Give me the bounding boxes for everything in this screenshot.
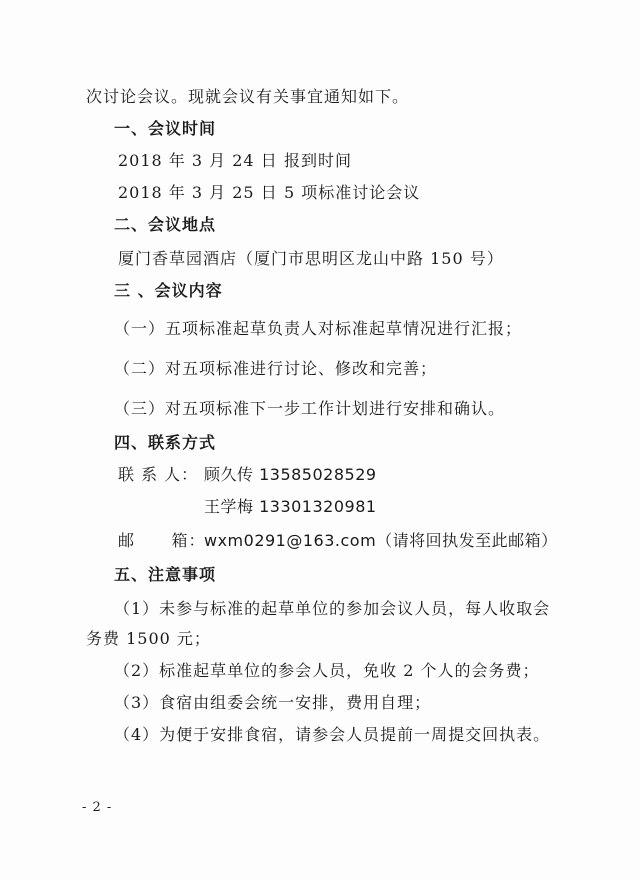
content-item: （三）对五项标准下一步工作计划进行安排和确认。: [114, 399, 506, 418]
page-number: - 2 -: [82, 800, 113, 815]
notes-item: （3）食宿由组委会统一安排，费用自理；: [114, 693, 432, 712]
place-text: 厦门香草园酒店（厦门市思明区龙山中路 150 号）: [118, 249, 504, 268]
contact-person-1: 顾久传 13585028529: [204, 465, 377, 484]
notes-item: （4）为便于安排食宿，请参会人员提前一周提交回执表。: [114, 725, 551, 744]
contact-person-label: 联 系 人：: [118, 465, 199, 484]
intro-line: 次讨论会议。现就会议有关事宜通知如下。: [86, 87, 410, 106]
contact-person-2: 王学梅 13301320981: [204, 497, 377, 516]
time-row-date: 2018 年 3 月 25 日: [118, 183, 278, 202]
time-row-desc: 报到时间: [284, 151, 353, 170]
time-row-date: 2018 年 3 月 24 日: [118, 151, 278, 170]
contact-email: wxm0291@163.com（请将回执发至此邮箱）: [204, 531, 558, 550]
section-heading-contact: 四、联系方式: [114, 433, 217, 452]
section-heading-notes: 五、注意事项: [114, 565, 217, 584]
section-heading-place: 二、会议地点: [114, 215, 217, 234]
section-heading-content: 三 、会议内容: [114, 281, 223, 300]
content-item: （二）对五项标准进行讨论、修改和完善；: [114, 359, 438, 378]
contact-email-label: 邮 箱：: [118, 531, 206, 550]
notes-item-continued: 务费 1500 元；: [86, 629, 211, 648]
notes-item: （1）未参与标准的起草单位的参加会议人员，每人收取会: [114, 599, 551, 618]
content-item: （一）五项标准起草负责人对标准起草情况进行汇报；: [114, 319, 523, 338]
time-row-desc: 5 项标准讨论会议: [284, 183, 421, 202]
section-heading-time: 一、会议时间: [114, 119, 217, 138]
notes-item: （2）标准起草单位的参会人员，免收 2 个人的会务费；: [114, 661, 540, 680]
